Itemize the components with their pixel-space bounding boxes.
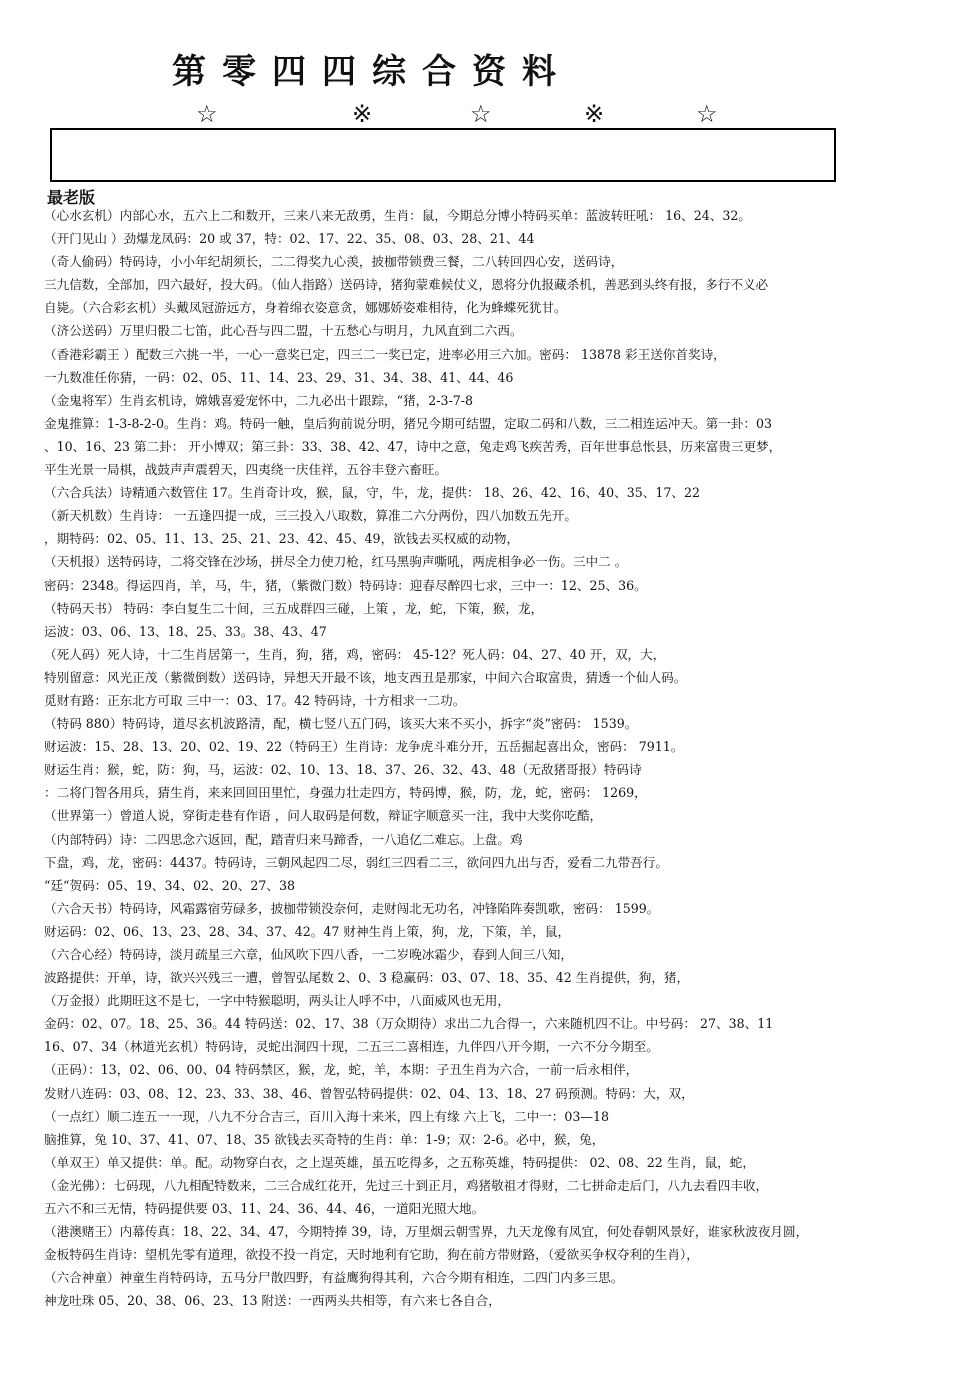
text-line: 运波：03、06、13、18、25、33。38、43、47 [44, 623, 327, 639]
text-line: （特码天书） 特码：李白复生二十间，三五成群四三碰，上策 ，龙，蛇，下策，猴，龙， [44, 600, 544, 616]
text-line: 财运码：02、06、13、23、28、34、37、42。47 财神生肖上策，狗，龙，下策，羊，鼠， [44, 923, 571, 939]
text-line: （内部特码）诗：二四思念六返回，配，踏青归来马蹄香，一八追亿二难忘。上盘。鸡 [44, 831, 523, 847]
edition-label: 最老版 [47, 188, 96, 207]
text-line: 特别留意：风光正茂（紫微倒数）送码诗，异想天开最不该，地支西丑是那家，中间六合取富贵，猜透一个仙人码。 [44, 669, 687, 685]
text-line: 下盘，鸡，龙，密码：4437。特码诗，三朝风起四二尽，弱红三四看二三，欲问四九出与否，爱看二九带吾行。 [44, 854, 668, 870]
text-line: 波路提供：开单，诗，欲兴兴残三一遭，曾智弘尾数 2、0、3 稳赢码：03、07、18、35、42 生肖提供，狗，猪， [44, 970, 690, 986]
empty-banner-box [50, 128, 836, 182]
reference-mark-icon: ※ [352, 100, 373, 128]
text-line: （金鬼将军）生肖玄机诗，嫦娥喜爱宠怀中，二九必出十跟踪，“猪，2-3-7-8 [44, 392, 474, 408]
text-line: “廷“贺码：05、19、34、02、20、27、38 [44, 877, 295, 893]
text-line: （六合兵法）诗精通六数管住 17。生肖奇计攻，猴，鼠，守，牛，龙，提供： 18、26、42、16、40、35、17、22 [44, 485, 700, 501]
text-line: 平生光景一局棋，战鼓声声震碧天，四夷绕一庆佳祥，五谷丰登六畜旺。 [44, 462, 447, 478]
text-line: 神龙吐珠 05、20、38、06、23、13 附送：一西两头共相等，有六来七各自合， [44, 1293, 501, 1309]
text-line: 三九信数，全部加，四六最好，投大码。（仙人指路）送码诗，猪狗蒙难候仗义，恩将分仇报藏杀机，善恶到头终有报，多行不义必 [44, 277, 769, 293]
text-line: 密码：2348。得运四肖，羊，马，牛，猪，（紫微门数）特码诗：迎春尽醉四七求，三中一：12、25、36。 [44, 577, 647, 593]
text-line: （港澳赌王）内幕传真：18、22、34、47，今期特捧 39，诗，万里烟云朝雪界，九天龙像有凤宜，何处春朝风景好，谁家秋波夜月圆， [44, 1224, 809, 1240]
text-line: （正码）：13，02、06、00、04 特码禁区，猴，龙，蛇，羊，本期：子丑生肖为六合，一前一后永相伴， [44, 1062, 639, 1078]
text-line: （六合天书）特码诗，风霜露宿劳碌多，披枷带锁没奈何，走财闯北无功名，冲锋陷阵奏凯歌，密码： 1599。 [44, 900, 660, 916]
text-line: 五六不和三无情，特码提供要 03、11、24、36、44、46，一道阳光照大地。 [44, 1201, 485, 1217]
text-line: 、10、16、23 第二卦： 开小博双；第三卦：33、38、42、47，诗中之意，兔走鸡飞疾苦秀，百年世事总怅县，历来富贵三更梦， [44, 438, 782, 454]
text-line: （死人码）死人诗，十二生肖居第一，生肖，狗，猪，鸡，密码： 45-12？死人码：04、27、40 开，双，大， [44, 646, 666, 662]
text-line: 金码：02、07。18、25、36。44 特码送：02、17、38（万众期待）求出二九合得一，六来随机四不让。中号码： 27、38、11 [44, 1016, 774, 1032]
text-line: 财运波：15、28、13、20、02、19、22（特码王）生肖诗：龙争虎斗难分开，五岳掘起喜出众，密码： 7911。 [44, 739, 684, 755]
text-line: 自毙。（六合彩玄机）头戴凤冠游远方，身着绵衣姿意贪，娜娜娇姿难相待，化为蜂蝶死犹甘。 [44, 300, 567, 316]
star-icon: ☆ [470, 100, 492, 128]
text-line: 16、07、34（林道光玄机）特码诗，灵蛇出洞四十现，二五三二喜相连，九伴四八开今期，一六不分今期至。 [44, 1039, 659, 1055]
text-line: ：二将门智各用兵，猜生肖，来来回回田里忙，身强力壮走四方，特码博，猴，防，龙，蛇，密码： 1269， [44, 785, 647, 801]
text-line: （世界第一）曾道人说，穿街走巷有作语 ，问人取码是何数，辩证字顺意买一注，我中大奖你吃酷， [44, 808, 603, 824]
text-line: （特码 880）特码诗，道尽玄机波路清，配，横七竖八五门码，该买大来不买小，拆字“炎”密码： 1539。 [44, 716, 638, 732]
content-lines [44, 204, 969, 1313]
text-line: （济公送码）万里归骰二七笛，此心吾与四二盟，十五愁心与明月，九风直到二六西。 [44, 323, 523, 339]
text-line: （开门见山 ）劲爆龙凤码：20 或 37，特：02、17、22、35、08、03、28、21、44 [44, 231, 535, 247]
star-icon: ☆ [196, 100, 218, 128]
text-line: （万金报）此期旺这不是七，一字中特猴聪明，两头让人呼不中，八面威风也无用， [44, 993, 510, 1009]
text-line: 财运生肖：猴，蛇，防：狗，马，运波：02、10、13、18、37、26、32、43、48（无敌猪哥报）特码诗 [44, 762, 642, 778]
text-line: 觅财有路：正东北方可取 三中一：03、17。42 特码诗，十方相求一二功。 [44, 692, 466, 708]
reference-mark-icon: ※ [584, 100, 605, 128]
star-icon: ☆ [696, 100, 718, 128]
page-title: 第零四四综合资料 [172, 52, 572, 92]
text-line: 金鬼推算：1-3-8-2-0。生肖：鸡。特码一触，皇后狗前说分明，猪兄今期可结盟，定取二码和八数，三二相连运冲天。第一卦：03 [44, 415, 772, 431]
text-line: 发财八连码：03、08、12、23、33、38、46、曾智弘特码提供：02、04、13、18、27 码预测。特码：大，双， [44, 1085, 694, 1101]
text-line: 一九数准任你猜，一码：02、05、11、14、23、29、31、34、38、41、44、46 [44, 369, 514, 385]
text-line: （单双王）单又提供：单。配。动物穿白衣，之上逞英雄，虽五吃得多，之五称英雄，特码提供： 02、08、22 生肖，鼠，蛇， [44, 1154, 755, 1170]
text-line: （奇人偷码）特码诗，小小年纪胡须长，二二得奖九心羡，披枷带锁费三餐，二八转回四心安，送码诗， [44, 254, 624, 270]
text-line: （香港彩霸王 ）配数三六挑一半，一心一意奖已定，四三二一奖已定，进率必用三六加。密码： 13878 彩王送你首奖诗， [44, 346, 726, 362]
text-line: 脑推算，兔 10、37、41、07、18、35 欲钱去买奇特的生肖：单：1-9；双：2-6。必中，猴，兔， [44, 1131, 605, 1147]
text-line: （六合心经）特码诗，淡月疏星三六章，仙风吹下四八香，一二岁晚冰霜少，春到人间三八知， [44, 947, 573, 962]
text-line: （心水玄机）内部心水，五六上二和数开，三来八来无敌勇，生肖：鼠，今期总分博小特码买单：蓝波转旺吼： 16、24、32。 [44, 208, 751, 223]
text-line: 金板特码生肖诗：望机先零有道理，欲投不投一肖定，天时地利有它助，狗在前方带财路，（爱欲买争权夺利的生肖）， [44, 1247, 699, 1263]
text-line: （天机报）送特码诗，二将交锋在沙场，拼尽全力使刀枪，红马黑驹声嘶吼，两虎相争必一伤。三中二 。 [44, 554, 628, 570]
text-line: （金光佛）：七码现，八九相配特数来，二三合成红花开，先过三十到正月，鸡猪敬祖才得财，二七拼命走后门，八九去看四丰收， [44, 1177, 769, 1193]
text-line: ，期特码：02、05、11、13、25、21、23、42、45、49，欲钱去买权威的动物， [44, 531, 520, 547]
text-line: （一点红）顺二连五一一现，八九不分合吉三，百川入海十来米，四上有缘 六上飞，二中一：03—18 [44, 1108, 609, 1124]
text-line: （六合神童）神童生肖特码诗，五马分尸散四野，有益鹰狗得其利，六合今期有相连，二四门内多三思。 [44, 1270, 624, 1286]
text-line: （新天机数）生肖诗： 一五逢四提一成，三三投入八取数，算准二六分两份，四八加数五先开。 [44, 508, 577, 524]
